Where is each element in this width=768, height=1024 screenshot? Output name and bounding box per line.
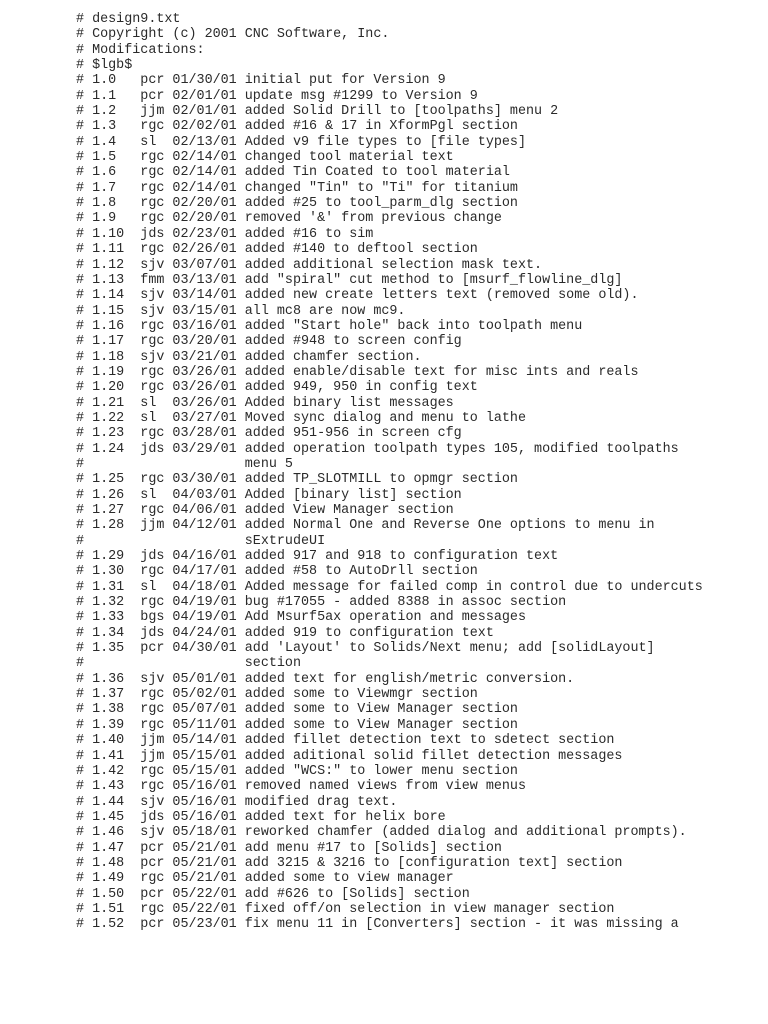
document-line: # 1.45 jds 05/16/01 added text for helix bore — [76, 809, 446, 825]
document-line: # 1.20 rgc 03/26/01 added 949, 950 in config text — [76, 380, 478, 396]
document-line: # 1.32 rgc 04/19/01 bug #17055 - added 8388 in assoc section — [76, 595, 567, 611]
document-line: # 1.23 rgc 03/28/01 added 951-956 in screen cfg — [76, 426, 462, 442]
document-line: # 1.1 pcr 02/01/01 update msg #1299 to Version 9 — [76, 88, 478, 104]
document-line: # 1.29 jds 04/16/01 added 917 and 918 to configuration text — [76, 549, 559, 565]
document-line: # sExtrudeUI — [76, 533, 326, 549]
document-line: # 1.25 rgc 03/30/01 added TP_SLOTMILL to opmgr section — [76, 472, 518, 488]
document-line: # section — [76, 656, 301, 672]
document-line: # 1.16 rgc 03/16/01 added "Start hole" back into toolpath menu — [76, 318, 583, 334]
document-line: # 1.11 rgc 02/26/01 added #140 to deftool section — [76, 242, 478, 258]
document-text — [76, 12, 756, 933]
document-line: # 1.34 jds 04/24/01 added 919 to configuration text — [76, 625, 494, 641]
document-line: # 1.19 rgc 03/26/01 added enable/disable text for misc ints and reals — [76, 364, 639, 380]
document-line: # Modifications: — [76, 42, 205, 58]
document-line: # 1.40 jjm 05/14/01 added fillet detection text to sdetect section — [76, 733, 615, 749]
document-line: # 1.22 sl 03/27/01 Moved sync dialog and menu to lathe — [76, 410, 526, 426]
document-line: # 1.50 pcr 05/22/01 add #626 to [Solids] section — [76, 886, 470, 902]
document-line: # 1.52 pcr 05/23/01 fix menu 11 in [Converters] section - it was missing a — [76, 917, 679, 933]
document-line: # 1.9 rgc 02/20/01 removed '&' from previous change — [76, 211, 502, 227]
document-line: # 1.14 sjv 03/14/01 added new create letters text (removed some old). — [76, 288, 639, 304]
document-line: # 1.44 sjv 05/16/01 modified drag text. — [76, 794, 398, 810]
document-line: # design9.txt — [76, 12, 181, 27]
document-line: # 1.24 jds 03/29/01 added operation toolpath types 105, modified toolpaths — [76, 441, 679, 457]
document-line: # 1.18 sjv 03/21/01 added chamfer section. — [76, 349, 422, 365]
document-line: # 1.48 pcr 05/21/01 add 3215 & 3216 to [configuration text] section — [76, 855, 623, 871]
document-line: # 1.3 rgc 02/02/01 added #16 & 17 in XformPgl section — [76, 119, 518, 135]
document-line: # 1.0 pcr 01/30/01 initial put for Version 9 — [76, 73, 446, 89]
document-line: # 1.31 sl 04/18/01 Added message for failed comp in control due to undercuts — [76, 579, 703, 595]
document-line: # 1.13 fmm 03/13/01 add "spiral" cut method to [msurf_flowline_dlg] — [76, 272, 623, 288]
document-line: # 1.38 rgc 05/07/01 added some to View Manager section — [76, 702, 518, 718]
document-line: # 1.10 jds 02/23/01 added #16 to sim — [76, 226, 374, 242]
document-line: # 1.12 sjv 03/07/01 added additional selection mask text. — [76, 257, 543, 273]
document-line: # 1.7 rgc 02/14/01 changed "Tin" to "Ti" for titanium — [76, 180, 518, 196]
document-line: # 1.43 rgc 05/16/01 removed named views from view menus — [76, 779, 526, 795]
document-line: # 1.26 sl 04/03/01 Added [binary list] section — [76, 487, 462, 503]
document-line: # 1.41 jjm 05/15/01 added aditional solid fillet detection messages — [76, 748, 623, 764]
document-line: # 1.46 sjv 05/18/01 reworked chamfer (added dialog and additional prompts). — [76, 825, 687, 841]
document-line: # 1.8 rgc 02/20/01 added #25 to tool_parm_dlg section — [76, 196, 518, 212]
document-line: # 1.4 sl 02/13/01 Added v9 file types to [file types] — [76, 134, 526, 150]
document-line: # 1.21 sl 03/26/01 Added binary list messages — [76, 395, 454, 411]
document-line: # Copyright (c) 2001 CNC Software, Inc. — [76, 27, 390, 43]
document-line: # 1.42 rgc 05/15/01 added "WCS:" to lower menu section — [76, 763, 518, 779]
document-line: # 1.33 bgs 04/19/01 Add Msurf5ax operation and messages — [76, 610, 526, 626]
document-line: # 1.36 sjv 05/01/01 added text for english/metric conversion. — [76, 671, 575, 687]
document-line: # 1.35 pcr 04/30/01 add 'Layout' to Solids/Next menu; add [solidLayout] — [76, 641, 655, 657]
document-line: # 1.30 rgc 04/17/01 added #58 to AutoDrll section — [76, 564, 478, 580]
document-line: # 1.49 rgc 05/21/01 added some to view manager — [76, 871, 454, 887]
document-line: # 1.17 rgc 03/20/01 added #948 to screen config — [76, 334, 462, 350]
document-line: # 1.28 jjm 04/12/01 added Normal One and Reverse One options to menu in — [76, 518, 655, 534]
document-line: # 1.39 rgc 05/11/01 added some to View Manager section — [76, 717, 518, 733]
document-line: # 1.5 rgc 02/14/01 changed tool material text — [76, 150, 454, 166]
document-line: # 1.47 pcr 05/21/01 add menu #17 to [Solids] section — [76, 840, 502, 856]
document-line: # menu 5 — [76, 456, 293, 472]
document-line: # 1.51 rgc 05/22/01 fixed off/on selection in view manager section — [76, 901, 615, 917]
document-line: # 1.6 rgc 02/14/01 added Tin Coated to tool material — [76, 165, 510, 181]
document-line: # 1.27 rgc 04/06/01 added View Manager section — [76, 503, 454, 518]
document-line: # 1.15 sjv 03/15/01 all mc8 are now mc9. — [76, 303, 406, 319]
document-line: # $lgb$ — [76, 58, 133, 74]
document-line: # 1.37 rgc 05/02/01 added some to Viewmgr section — [76, 687, 478, 703]
document-line: # 1.2 jjm 02/01/01 added Solid Drill to [toolpaths] menu 2 — [76, 104, 559, 120]
